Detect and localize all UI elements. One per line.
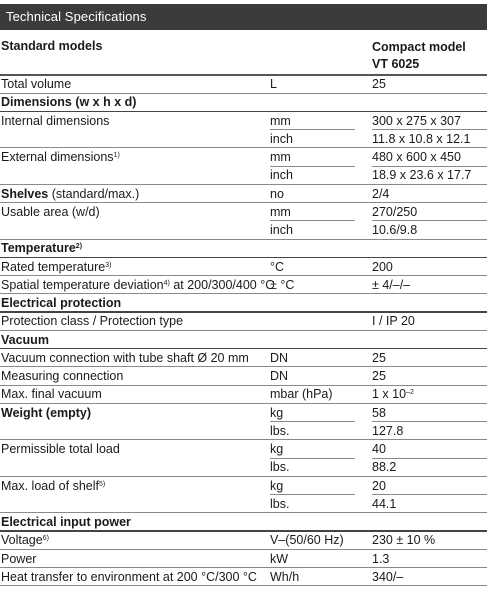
row-value-text: 20 [372, 478, 386, 493]
row-label [1, 350, 249, 368]
row-value [372, 551, 389, 569]
row-label [1, 149, 120, 167]
header-standard-models: Standard models [1, 39, 103, 53]
row-unit: L [270, 77, 277, 91]
row-label-text: Vacuum [1, 332, 49, 347]
row-value-text: 1 x 10 [372, 387, 407, 402]
table-row [0, 113, 487, 131]
row-value-text: 40 [372, 442, 386, 456]
row-unit: mm [270, 150, 291, 164]
row-value [372, 167, 471, 185]
row-value-text: 25 [372, 77, 386, 91]
row-label [1, 277, 274, 295]
row-label [1, 532, 49, 550]
row-value-text: 230 ± 10 % [372, 533, 436, 548]
row-unit: DN [270, 369, 289, 383]
row-unit: lbs. [270, 496, 290, 511]
row-label [1, 551, 36, 569]
section-row [0, 332, 487, 350]
table-row [0, 478, 487, 496]
row-unit: kW [270, 551, 289, 566]
row-unit: lbs. [270, 423, 290, 438]
table-header [0, 36, 487, 74]
row-value-text: 480 x 600 x 450 [372, 150, 461, 164]
row-label-rest: (standard/max.) [48, 186, 140, 201]
row-value [372, 386, 414, 404]
row-label-text: External dimensions [1, 150, 114, 164]
row-unit: °C [270, 259, 285, 274]
row-label [1, 368, 123, 386]
table-row [0, 313, 487, 331]
table-row [0, 131, 487, 149]
row-unit: mm [270, 204, 291, 219]
row-value-text: 1.3 [372, 551, 390, 566]
row-label-text: Heat transfer to environment at 200 °C/300 °C [1, 569, 257, 584]
table-row [0, 459, 487, 477]
row-unit: mm [270, 113, 291, 128]
row-value [372, 532, 435, 550]
table-row [0, 186, 487, 204]
section-title [1, 94, 136, 112]
row-unit: inch [270, 131, 293, 146]
row-label-text: Shelves [1, 186, 49, 201]
row-label-text: Electrical protection [1, 296, 122, 310]
row-label [1, 259, 111, 277]
section-title [1, 240, 82, 258]
row-value-text: 270/250 [372, 204, 418, 219]
row-label-text: Usable area (w/d) [1, 204, 100, 219]
row-value [372, 423, 403, 441]
row-value [372, 405, 386, 423]
row-unit: mbar (hPa) [270, 387, 333, 402]
row-value [372, 186, 389, 204]
row-value [372, 76, 386, 94]
row-value [372, 204, 417, 222]
row-label [1, 204, 100, 222]
table-row [0, 350, 487, 368]
row-label-text: Spatial temperature deviation [1, 277, 164, 292]
row-label [1, 76, 71, 94]
row-value-text: 58 [372, 405, 386, 420]
table-row [0, 76, 487, 94]
row-value [372, 459, 396, 477]
row-value [372, 113, 461, 131]
header-model-line1: Compact model [372, 40, 466, 54]
row-label-suffix: at 200/300/400 °C [169, 277, 275, 292]
row-value [372, 313, 415, 331]
footnote-ref: 3) [105, 261, 112, 269]
section-row [0, 94, 487, 112]
table-row [0, 167, 487, 185]
row-value [372, 478, 386, 496]
row-label-text: Max. final vacuum [1, 387, 102, 402]
row-label [1, 405, 91, 423]
row-value-text: ± 4/–/– [372, 277, 411, 292]
table-row [0, 277, 487, 295]
section-row [0, 295, 487, 313]
table-row [0, 368, 487, 386]
row-label-text: Protection class / Protection type [1, 314, 184, 329]
value-exponent: –2 [406, 389, 414, 397]
section-row [0, 240, 487, 258]
table-row [0, 149, 487, 167]
footnote-ref: 1) [113, 152, 120, 159]
row-label-text: Weight (empty) [1, 405, 92, 420]
row-label-text: Vacuum connection with tube shaft Ø 20 mm [1, 350, 249, 365]
row-unit: ± °C [270, 277, 295, 292]
row-unit: Wh/h [270, 569, 300, 584]
row-label [1, 113, 109, 131]
table-row [0, 496, 487, 514]
row-label [1, 186, 139, 204]
row-label [1, 441, 120, 459]
row-value-text: 25 [372, 369, 386, 383]
row-label [1, 386, 102, 404]
row-value-text: 2/4 [372, 186, 390, 201]
row-value-text: 200 [372, 259, 393, 274]
row-value [372, 222, 417, 240]
row-value-text: 127.8 [372, 423, 404, 438]
header-model [372, 39, 466, 73]
row-label-text: Electrical input power [1, 515, 131, 529]
row-value [372, 131, 470, 149]
row-value [372, 569, 403, 587]
row-unit: lbs. [270, 460, 290, 475]
table-row [0, 259, 487, 277]
row-unit: V–(50/60 Hz) [270, 533, 344, 548]
footnote-ref: 5) [98, 480, 106, 488]
row-value-text: 11.8 x 10.8 x 12.1 [372, 131, 471, 146]
table-row [0, 423, 487, 441]
row-value-text: 340/– [372, 569, 404, 584]
footnote-ref: 2) [75, 243, 83, 251]
row-unit: kg [270, 478, 284, 493]
row-value-text: I / IP 20 [372, 314, 415, 329]
row-unit: no [270, 186, 284, 201]
footnote-ref: 4) [163, 279, 170, 287]
row-unit: DN [270, 350, 289, 365]
row-label-text: Power [1, 551, 37, 566]
table-row [0, 532, 487, 550]
row-label-text: Measuring connection [1, 369, 124, 383]
row-label-text: Rated temperature [1, 259, 106, 274]
section-title [1, 514, 131, 532]
row-divider [0, 585, 487, 586]
section-row [0, 514, 487, 532]
table-row [0, 551, 487, 569]
row-value [372, 277, 410, 295]
row-value [372, 350, 386, 368]
row-value-text: 25 [372, 350, 386, 365]
table-row [0, 386, 487, 404]
table-row [0, 569, 487, 587]
row-label-text: Voltage [1, 533, 43, 548]
section-title [1, 295, 121, 313]
header-model-line2: VT 6025 [372, 57, 420, 71]
banner-title: Technical Specifications [0, 4, 487, 30]
row-value [372, 441, 386, 459]
row-value-text: 18.9 x 23.6 x 17.7 [372, 168, 472, 183]
row-label [1, 313, 183, 331]
row-label [1, 569, 257, 587]
row-unit: inch [270, 223, 293, 237]
row-unit: inch [270, 168, 293, 183]
row-value-text: 88.2 [372, 460, 397, 475]
row-label-text: Max. load of shelf [1, 478, 99, 493]
row-label-text: Dimensions (w x h x d) [1, 95, 137, 110]
row-value [372, 259, 393, 277]
section-title [1, 332, 49, 350]
row-value-text: 300 x 275 x 307 [372, 113, 461, 128]
table-row [0, 405, 487, 423]
row-value [372, 496, 396, 514]
row-value [372, 368, 386, 386]
row-label-text: Total volume [1, 77, 72, 91]
row-label-text: Permissible total load [1, 442, 120, 456]
row-unit: kg [270, 442, 284, 456]
footnote-ref: 6) [42, 535, 49, 543]
row-label-text: Temperature [1, 241, 76, 256]
row-value-text: 10.6/9.8 [372, 223, 418, 237]
row-value-text: 44.1 [372, 496, 397, 511]
row-unit: kg [270, 405, 284, 420]
row-label [1, 478, 105, 496]
table-row [0, 204, 487, 222]
row-value [372, 149, 461, 167]
table-row [0, 441, 487, 459]
table-row [0, 222, 487, 240]
row-label-text: Internal dimensions [1, 113, 110, 128]
